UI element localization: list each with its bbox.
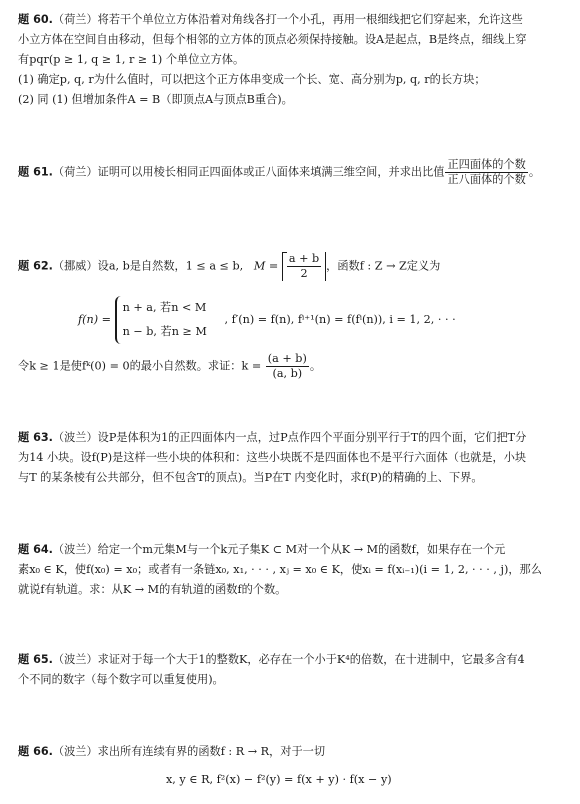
problem-66-line-1: 题 66.（波兰）求出所有连续有界的函数f : R → R，对于一切 <box>18 745 326 758</box>
problem-65 <box>18 650 563 690</box>
problem-64-line-1: 题 64.（波兰）给定一个m元集M与一个k元子集K ⊂ M对一个从K → M的函数f，如果存在一个元 <box>18 543 506 556</box>
problem-63-line-3: 与T 的某条棱有公共部分，但不包含T的顶点)。当P在T 内变化时，求f(P)的精确的上、下界。 <box>18 471 483 484</box>
problem-60-line-2: 小立方体在空间自由移动，但每个相邻的立方体的顶点必须保持接触。设A是起点，B是终点，细线上穿 <box>18 33 527 46</box>
piecewise-cases: n + a, 若n < M n − b, 若n ≥ M <box>115 296 207 344</box>
ratio-fraction: $\frac{\text{正四面体的个数}}{\text{正八面体的个数}}$ <box>447 158 526 186</box>
problem-66 <box>18 742 563 786</box>
problem-60-line-1: 题 60.（荷兰）将若干个单位立方体沿着对角线各打一个小孔，再用一根细线把它们穿起来，允许这些 <box>18 13 523 26</box>
functional-equation: x, y ∈ R, f²(x) − f²(y) = f(x + y) · f(x − y) <box>166 773 392 786</box>
problem-65-line-2: 个不同的数字（每个数字可以重复使用)。 <box>18 673 224 686</box>
problem-63-line-2: 为14 小块。设f(P)是这样一些小块的体积和：这些小块既不是四面体也不是平行六面体（也就是，小块 <box>18 451 527 464</box>
problem-60-line-3: 有pqr(p ≥ 1, q ≥ 1, r ≥ 1) 个单位立方体。 <box>18 53 245 66</box>
problem-60-line-4: (1) 确定p, q, r为什么值时，可以把这个正方体串变成一个长、宽、高分别为p, q, r的长方块； <box>18 73 486 86</box>
problem-64 <box>18 540 563 600</box>
problem-60 <box>18 10 563 110</box>
problem-61-line: 题 61.（荷兰）证明可以用棱长相同正四面体或正八面体来填满三维空间，并求出比值 $\frac{\text{正四面体的个数}}{\text{正八面体的个数}}$ 。 <box>18 158 541 186</box>
floor-bracket: $\frac{a + b}{2}$ <box>282 252 326 281</box>
problem-62-conclusion: 令k ≥ 1是使fᵏ(0) = 0的最小自然数。求证：k = $\frac{(a + b)}{(a, b)}$ 。 <box>18 352 322 380</box>
problem-66-number: 题 66. <box>18 745 53 758</box>
problem-65-line-1: 题 65.（波兰）求证对于每一个大于1的整数K，必存在一个小于K⁴的倍数，在十进制中，它最多含有4 <box>18 653 525 666</box>
problem-61 <box>18 158 563 187</box>
function-definition: f(n) = n + a, 若n < M n − b, 若n ≥ M , f′(n) = f(n), fⁱ⁺¹(n) = f(fⁱ(n)), i = 1, 2, · · · <box>78 296 456 344</box>
k-fraction: $\frac{(a + b)}{(a, b)}$ <box>267 352 307 380</box>
problem-60-number: 题 60. <box>18 13 53 26</box>
problem-62-number: 题 62. <box>18 259 53 273</box>
problem-63 <box>18 428 563 488</box>
problem-64-line-2: 素x₀ ∈ K，使f(x₀) = x₀；或者有一条链x₀, x₁, · · · , xⱼ = x₀ ∈ K，使xᵢ = f(xᵢ₋₁)(i = 1, 2, · · · , j)，那么 <box>18 563 542 576</box>
problem-61-number: 题 61. <box>18 165 53 179</box>
problem-64-number: 题 64. <box>18 543 53 556</box>
problem-62-line-1: 题 62.（挪威）设a, b是自然数，1 ≤ a ≤ b, M = $\frac{a + b}{2}$ ，函数f : Z → Z定义为 <box>18 252 441 280</box>
problem-63-line-1: 题 63.（波兰）设P是体积为1的正四面体内一点，过P点作四个平面分别平行于T的四个面，它们把T分 <box>18 431 527 444</box>
problem-63-number: 题 63. <box>18 431 53 444</box>
problem-60-line-5: (2) 同 (1) 但增加条件A = B（即顶点A与顶点B重合)。 <box>18 93 293 106</box>
problem-65-number: 题 65. <box>18 653 53 666</box>
problem-64-line-3: 就说f有轨道。求：从K → M的有轨道的函数f的个数。 <box>18 583 287 596</box>
problem-62 <box>18 252 563 380</box>
